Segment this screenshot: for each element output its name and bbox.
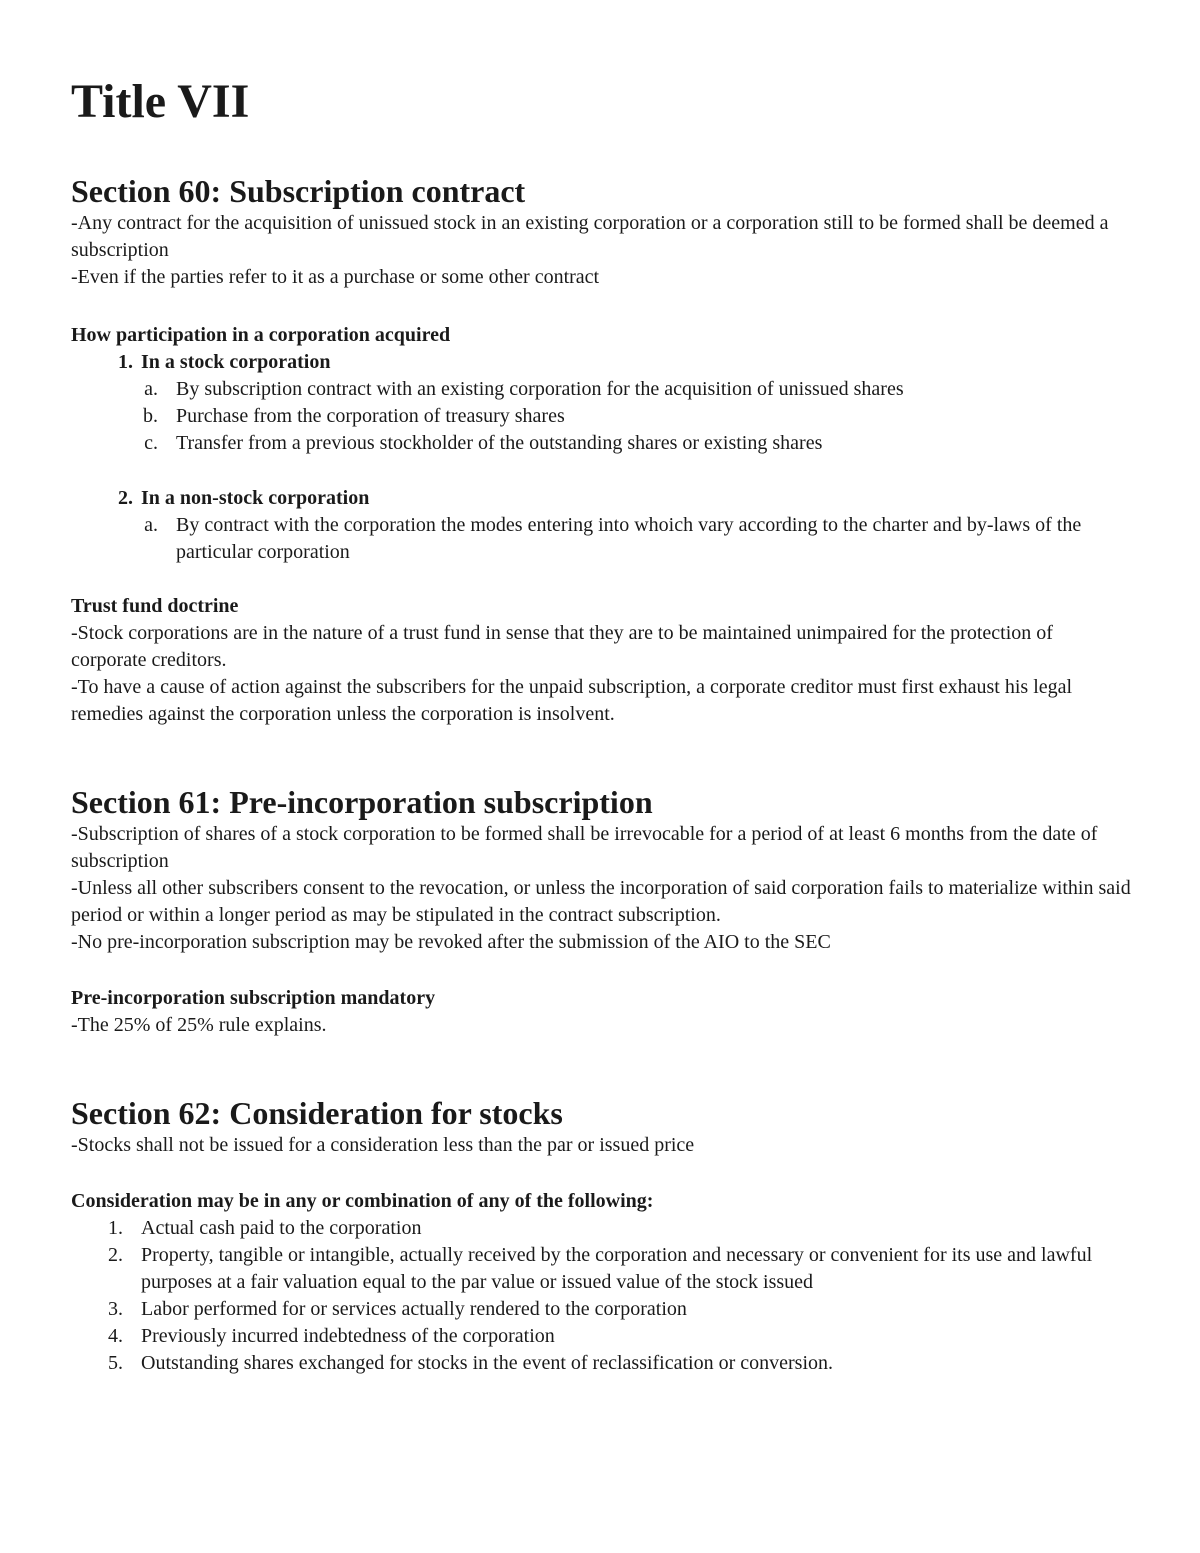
trust-fund-heading: Trust fund doctrine [71, 595, 239, 617]
list-letter: a. [144, 514, 158, 536]
list-number: 5. [108, 1352, 123, 1374]
consideration-item-5 [71, 1350, 1131, 1377]
participation-subitem-1b [71, 403, 1131, 430]
participation-block [71, 322, 1131, 457]
consideration-item-1 [71, 1215, 1131, 1242]
trust-fund-block [71, 593, 1131, 728]
list-item-text: Actual cash paid to the corporation [141, 1217, 422, 1239]
participation-block-2 [71, 485, 1131, 566]
list-item-text: By subscription contract with an existing corporation for the acquisition of unissued shares [176, 378, 904, 400]
mandatory-line: -The 25% of 25% rule explains. [71, 1014, 327, 1036]
list-item-text: Transfer from a previous stockholder of the outstanding shares or existing shares [176, 432, 823, 454]
consideration-heading: Consideration may be in any or combination of any of the following: [71, 1190, 654, 1212]
list-letter: c. [144, 432, 158, 454]
list-number: 3. [108, 1298, 123, 1320]
section-62-line-1: -Stocks shall not be issued for a consideration less than the par or issued price [71, 1134, 695, 1156]
mandatory-heading: Pre-incorporation subscription mandatory [71, 987, 436, 1009]
list-letter: a. [144, 378, 158, 400]
section-61-heading: Section 61: Pre-incorporation subscription [71, 784, 653, 820]
section-61-line-2: -Unless all other subscribers consent to the revocation, or unless the incorporation of said corporation fails to materialize within said period or within a longer period as may be stipulated in the contract subscription. [71, 877, 1131, 926]
list-item-text: Outstanding shares exchanged for stocks in the event of reclassification or conversion. [141, 1352, 834, 1374]
list-number: 1. [108, 1217, 123, 1239]
participation-subitem-1a [71, 376, 1131, 403]
section-60-line-1: -Any contract for the acquisition of unissued stock in an existing corporation or a corporation still to be formed shall be deemed a subscription [71, 212, 1109, 261]
list-item-text: Purchase from the corporation of treasury shares [176, 405, 565, 427]
section-60-line-2: -Even if the parties refer to it as a purchase or some other contract [71, 266, 600, 288]
list-letter: b. [143, 405, 158, 427]
consideration-item-4 [71, 1323, 1131, 1350]
trust-fund-line-2: -To have a cause of action against the subscribers for the unpaid subscription, a corporate creditor must first exhaust his legal remedies against the corporation unless the corporation is insolvent. [71, 676, 1073, 725]
list-number: 2. [118, 487, 133, 509]
list-item-text: Previously incurred indebtedness of the corporation [141, 1325, 555, 1347]
list-item-label: In a non-stock corporation [141, 487, 370, 509]
section-61 [71, 783, 1131, 956]
list-number: 1. [118, 351, 133, 373]
participation-item-2 [71, 485, 1131, 512]
section-61-line-1: -Subscription of shares of a stock corporation to be formed shall be irrevocable for a period of at least 6 months from the date of subscription [71, 823, 1098, 872]
consideration-item-3 [71, 1296, 1131, 1323]
participation-subitem-2a [71, 512, 1131, 566]
trust-fund-line-1: -Stock corporations are in the nature of a trust fund in sense that they are to be maintained unimpaired for the protection of corporate creditors. [71, 622, 1053, 671]
document-title: Title VII [71, 75, 250, 128]
section-62 [71, 1094, 1131, 1159]
list-number: 4. [108, 1325, 123, 1347]
participation-subitem-1c [71, 430, 1131, 457]
list-item-text: Labor performed for or services actually rendered to the corporation [141, 1298, 687, 1320]
list-item-text: Property, tangible or intangible, actually received by the corporation and necessary or convenient for its use and lawful purposes at a fair valuation equal to the par value or issued value of the stock issued [141, 1244, 1093, 1293]
list-number: 2. [108, 1244, 123, 1266]
section-60-heading: Section 60: Subscription contract [71, 173, 526, 209]
participation-heading: How participation in a corporation acquired [71, 324, 451, 346]
consideration-item-2 [71, 1242, 1131, 1296]
section-62-heading: Section 62: Consideration for stocks [71, 1095, 563, 1131]
list-item-label: In a stock corporation [141, 351, 331, 373]
section-61-line-3: -No pre-incorporation subscription may be revoked after the submission of the AIO to the SEC [71, 931, 831, 953]
participation-item-1 [71, 349, 1131, 376]
section-60 [71, 172, 1131, 291]
consideration-block [71, 1188, 1131, 1377]
list-item-text: By contract with the corporation the modes entering into whoich vary according to the charter and by-laws of the particular corporation [176, 514, 1082, 563]
mandatory-block [71, 985, 1131, 1039]
